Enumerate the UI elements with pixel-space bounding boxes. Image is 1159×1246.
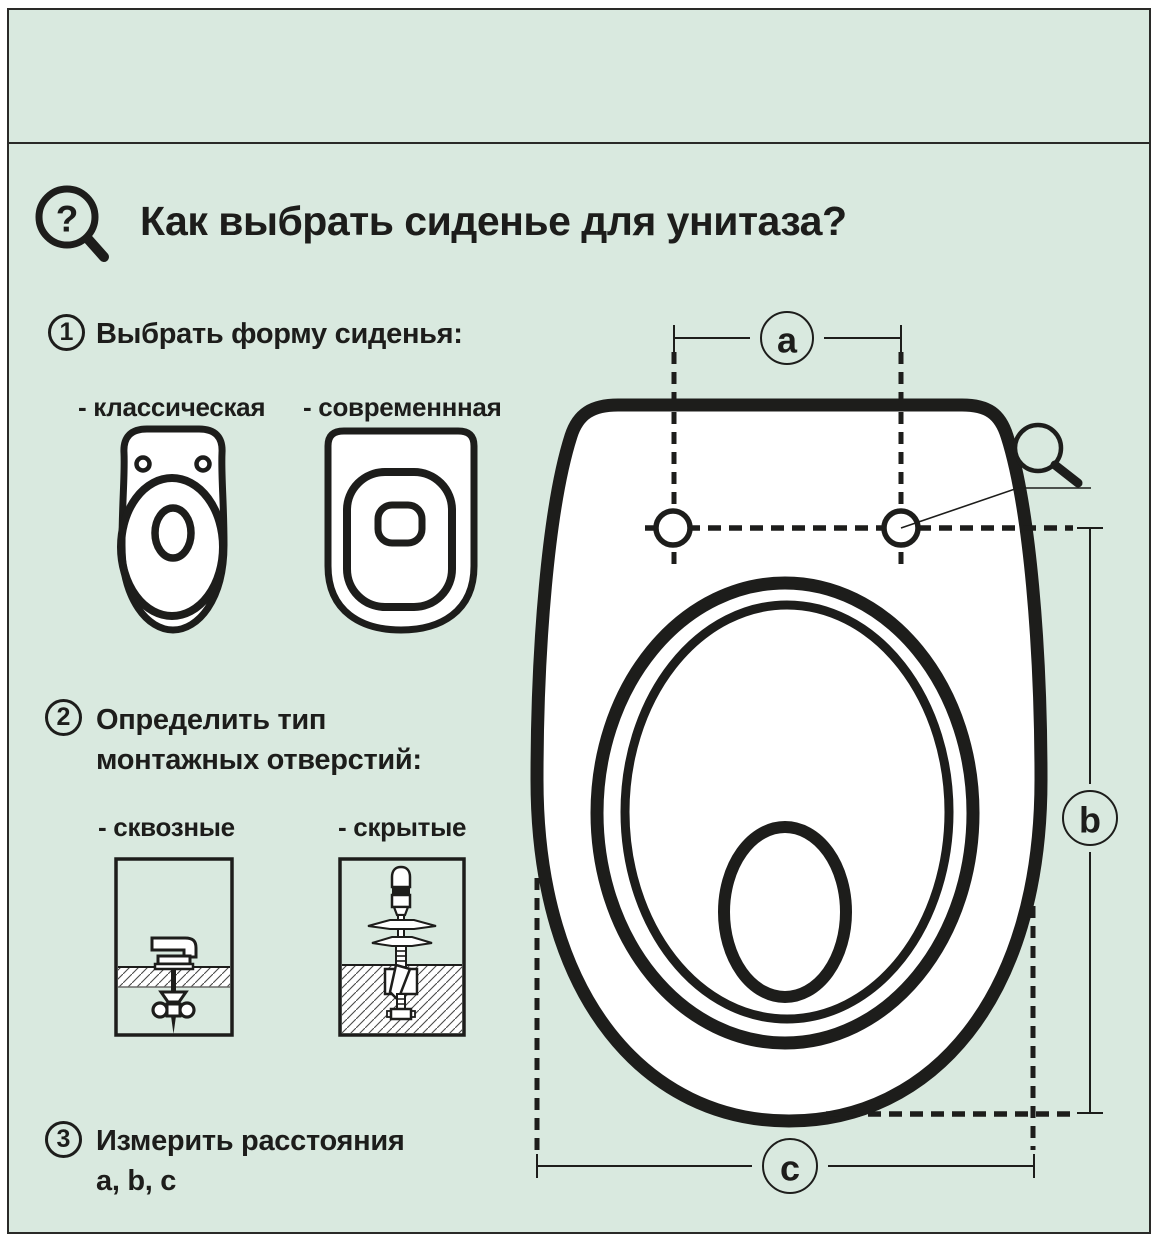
page-title: Как выбрать сиденье для унитаза? (140, 198, 847, 244)
step2-title-line2: монтажных отверстий: (96, 744, 422, 776)
step1-title: Выбрать форму сиденья: (96, 318, 463, 350)
dimension-b-label: b (1079, 799, 1101, 841)
step1-option-modern-label: - современнная (303, 392, 502, 422)
question-mark-glyph: ? (55, 198, 79, 240)
step3-title-line2: a, b, c (96, 1165, 177, 1197)
dimension-c (537, 1139, 1034, 1193)
step3-title-line1: Измерить расстояния (96, 1125, 405, 1157)
step1-option-classic-label: - классическая (78, 392, 266, 422)
toilet-seat-outline (537, 405, 1041, 1121)
step1-number-badge: 1 (48, 314, 85, 351)
step3-number-badge: 3 (45, 1121, 82, 1158)
mounting-hole-left (656, 511, 690, 545)
dimension-a-label: a (776, 319, 798, 361)
dimension-b (1063, 528, 1117, 1113)
step2-option-hidden-label: - скрытые (338, 812, 467, 842)
dimension-a (674, 312, 901, 364)
step2-option-through-label: - сквозные (98, 812, 235, 842)
step2-number-badge: 2 (45, 699, 82, 736)
dimension-c-label: c (779, 1147, 801, 1189)
step2-title-line1: Определить тип (96, 704, 327, 736)
